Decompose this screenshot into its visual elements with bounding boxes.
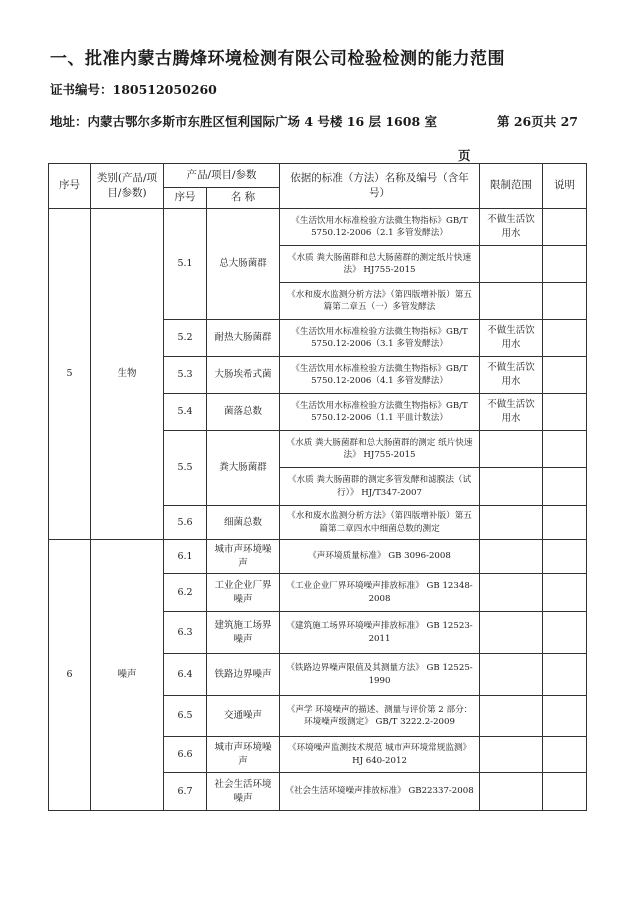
page-suffix: 页	[458, 148, 471, 163]
header-sub-seq: 序号	[164, 188, 207, 209]
item-name: 大肠埃希式菌	[207, 357, 280, 394]
limit-range	[480, 468, 543, 506]
note-cell	[543, 209, 587, 246]
group-category: 生物	[91, 209, 164, 540]
note-cell	[543, 696, 587, 737]
limit-range	[480, 574, 543, 612]
item-seq: 5.6	[164, 506, 207, 540]
header-standard: 依据的标准（方法）名称及编号（含年号）	[280, 164, 480, 209]
limit-range	[480, 654, 543, 696]
item-name: 细菌总数	[207, 506, 280, 540]
item-seq: 5.5	[164, 431, 207, 506]
item-seq: 5.3	[164, 357, 207, 394]
item-seq: 6.5	[164, 696, 207, 737]
item-name: 总大肠菌群	[207, 209, 280, 320]
group-seq: 6	[49, 540, 91, 811]
standard-text: 《水和废水监测分析方法》（第四版增补版）第五篇第二章四水中细菌总数的测定	[280, 506, 480, 540]
note-cell	[543, 773, 587, 811]
standard-text: 《铁路边界噪声限值及其测量方法》 GB 12525-1990	[280, 654, 480, 696]
limit-range: 不做生活饮用水	[480, 320, 543, 357]
item-name: 铁路边界噪声	[207, 654, 280, 696]
item-name: 工业企业厂界噪声	[207, 574, 280, 612]
limit-range	[480, 431, 543, 468]
address: 地址：内蒙古鄂尔多斯市东胜区恒利国际广场 4 号楼 16 层 1608 室	[50, 114, 437, 129]
item-seq: 6.1	[164, 540, 207, 574]
note-cell	[543, 540, 587, 574]
standard-text: 《声学 环境噪声的描述、测量与评价第 2 部分：环境噪声级测定》 GB/T 3222.2-2009	[280, 696, 480, 737]
item-seq: 6.2	[164, 574, 207, 612]
table-row	[49, 209, 587, 246]
page-info: 第 26页共 27	[497, 114, 578, 129]
note-cell	[543, 320, 587, 357]
standard-text: 《工业企业厂界环境噪声排放标准》 GB 12348-2008	[280, 574, 480, 612]
header-name: 名 称	[207, 188, 280, 209]
group-category: 噪声	[91, 540, 164, 811]
header-seq: 序号	[49, 164, 91, 209]
note-cell	[543, 246, 587, 283]
limit-range	[480, 246, 543, 283]
standard-text: 《水质 粪大肠菌群和总大肠菌群的测定纸片快速法》 HJ755-2015	[280, 246, 480, 283]
limit-range	[480, 506, 543, 540]
limit-range	[480, 696, 543, 737]
item-name: 城市声环境噪声	[207, 540, 280, 574]
note-cell	[543, 468, 587, 506]
item-name: 建筑施工场界噪声	[207, 612, 280, 654]
note-cell	[543, 431, 587, 468]
note-cell	[543, 737, 587, 773]
limit-range	[480, 283, 543, 320]
note-cell	[543, 283, 587, 320]
limit-range	[480, 612, 543, 654]
item-name: 社会生活环境噪声	[207, 773, 280, 811]
note-cell	[543, 654, 587, 696]
standard-text: 《环境噪声监测技术规范 城市声环境常规监测》 HJ 640-2012	[280, 737, 480, 773]
header-category: 类别(产品/项目/参数)	[91, 164, 164, 209]
certificate-number: 证书编号：180512050260	[50, 82, 217, 97]
note-cell	[543, 574, 587, 612]
item-seq: 5.1	[164, 209, 207, 320]
item-name: 粪大肠菌群	[207, 431, 280, 506]
note-cell	[543, 506, 587, 540]
standard-text: 《生活饮用水标准检验方法微生物指标》GB/T 5750.12-2006（2.1 多管发酵法）	[280, 209, 480, 246]
limit-range: 不做生活饮用水	[480, 209, 543, 246]
item-seq: 5.4	[164, 394, 207, 431]
group-seq: 5	[49, 209, 91, 540]
standard-text: 《社会生活环境噪声排放标准》 GB22337-2008	[280, 773, 480, 811]
note-cell	[543, 612, 587, 654]
limit-range	[480, 540, 543, 574]
standard-text: 《水和废水监测分析方法》（第四版增补版）第五篇第二章五（一）多管发酵法	[280, 283, 480, 320]
item-seq: 6.7	[164, 773, 207, 811]
document-title: 一、批准内蒙古腾烽环境检测有限公司检验检测的能力范围	[50, 49, 505, 69]
item-name: 城市声环境噪声	[207, 737, 280, 773]
item-seq: 5.2	[164, 320, 207, 357]
standard-text: 《建筑施工场界环境噪声排放标准》 GB 12523-2011	[280, 612, 480, 654]
note-cell	[543, 357, 587, 394]
item-seq: 6.6	[164, 737, 207, 773]
standard-text: 《水质 粪大肠菌群和总大肠菌群的测定 纸片快速法》 HJ755-2015	[280, 431, 480, 468]
limit-range: 不做生活饮用水	[480, 357, 543, 394]
header-limit: 限制范围	[480, 164, 543, 209]
table-row	[49, 540, 587, 574]
item-seq: 6.3	[164, 612, 207, 654]
header-product-group: 产品/项目/参数	[164, 164, 280, 188]
note-cell	[543, 394, 587, 431]
limit-range	[480, 737, 543, 773]
limit-range	[480, 773, 543, 811]
item-name: 交通噪声	[207, 696, 280, 737]
item-name: 耐热大肠菌群	[207, 320, 280, 357]
standard-text: 《水质 粪大肠菌群的测定多管发酵和滤膜法（试行）》 HJ/T347-2007	[280, 468, 480, 506]
header-note: 说明	[543, 164, 587, 209]
item-seq: 6.4	[164, 654, 207, 696]
capability-table	[48, 163, 587, 811]
standard-text: 《生活饮用水标准检验方法微生物指标》GB/T 5750.12-2006（1.1 平皿计数法）	[280, 394, 480, 431]
standard-text: 《生活饮用水标准检验方法微生物指标》GB/T 5750.12-2006（4.1 多管发酵法）	[280, 357, 480, 394]
standard-text: 《生活饮用水标准检验方法微生物指标》GB/T 5750.12-2006（3.1 多管发酵法）	[280, 320, 480, 357]
limit-range: 不做生活饮用水	[480, 394, 543, 431]
standard-text: 《声环境质量标准》 GB 3096-2008	[280, 540, 480, 574]
item-name: 菌落总数	[207, 394, 280, 431]
